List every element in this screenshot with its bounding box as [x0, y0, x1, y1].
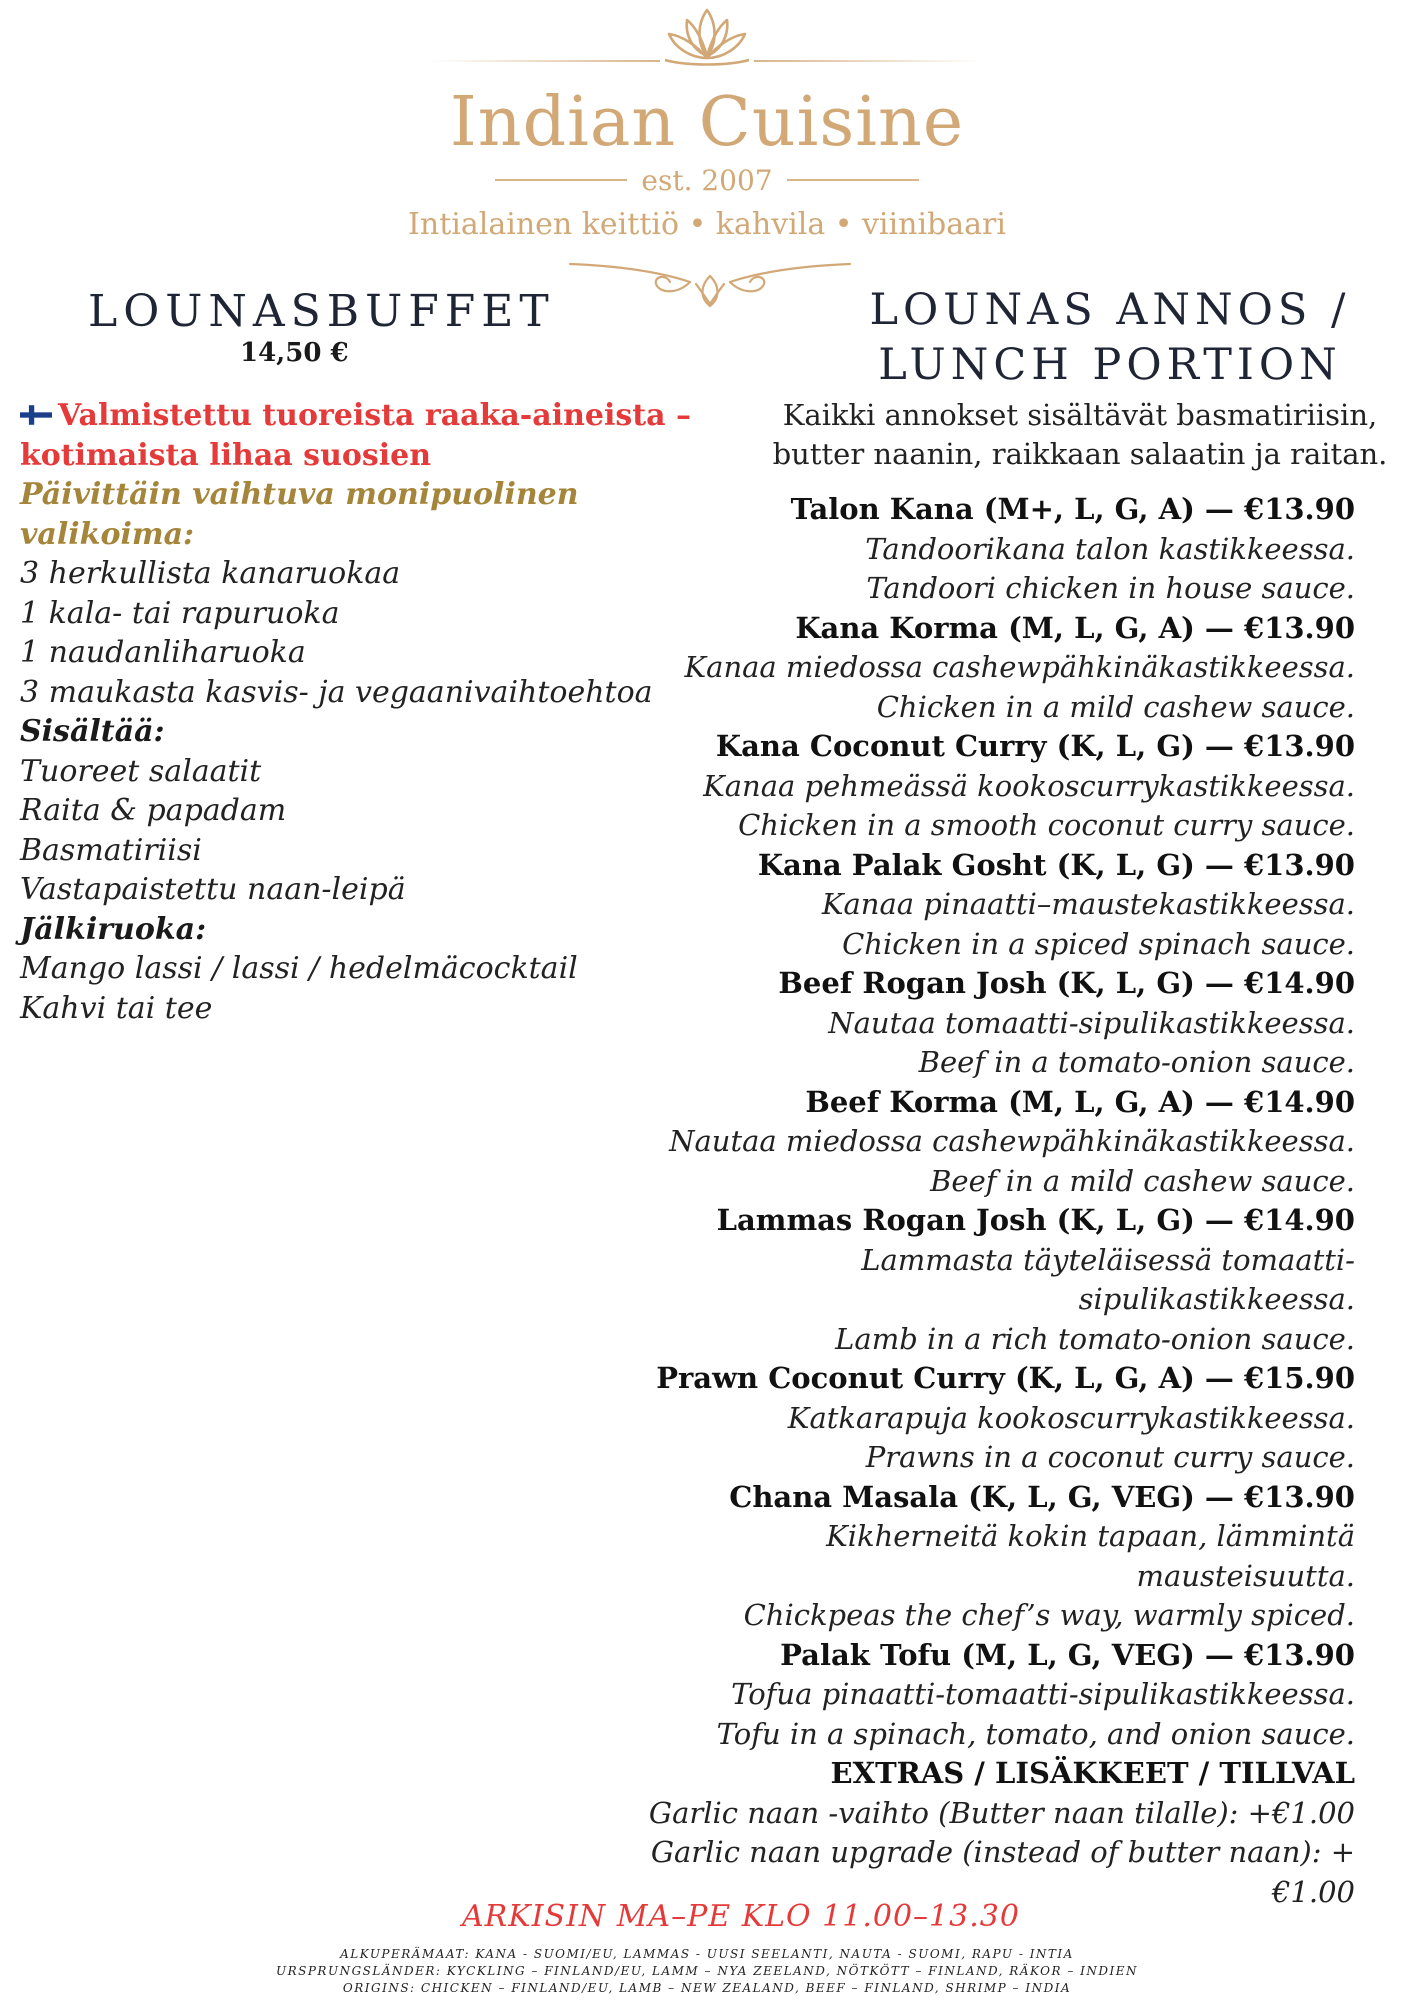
buffet-line [20, 515, 660, 555]
buffet-line-text: 3 maukasta kasvis- ja vegaanivaihtoehtoa [20, 674, 653, 710]
buffet-line-text: Tuoreet salaatit [20, 753, 262, 789]
portion-title-line1: LOUNAS ANNOS / [869, 285, 1351, 335]
buffet-line-text: Kahvi tai tee [20, 990, 213, 1026]
dish-desc-en: Lamb in a rich tomato-onion sauce. [835, 1321, 1355, 1356]
buffet-price: 14,50 € [240, 338, 349, 368]
dish-name: Kana Coconut Curry (K, L, G) — €13.90 [715, 729, 1355, 763]
buffet-title: LOUNASBUFFET [88, 286, 555, 337]
buffet-line [20, 475, 660, 515]
buffet-line [20, 594, 660, 634]
dish-name: Prawn Coconut Curry (K, L, G, A) — €15.90 [656, 1361, 1355, 1395]
dish-desc-en: Chickpeas the chef’s way, warmly spiced. [743, 1598, 1355, 1632]
buffet-list [20, 396, 692, 1028]
buffet-line-text: Päivittäin vaihtuva monipuolinen [20, 477, 579, 512]
extra-line: Garlic naan -vaihto (Butter naan tilalle): +€1.00 [648, 1795, 1355, 1830]
dish-desc-fi: Tofua pinaatti-tomaatti-sipulikastikkeessa. [731, 1677, 1355, 1711]
portion-title [860, 283, 1360, 393]
buffet-line-text: Sisältää: [20, 714, 165, 749]
dish-desc-fi: Kanaa pinaatti–maustekastikkeessa. [821, 887, 1355, 921]
buffet-line [20, 791, 660, 831]
dish-desc-en: Chicken in a spiced spinach sauce. [842, 926, 1355, 961]
buffet-line [20, 989, 660, 1029]
dish-list [595, 490, 1355, 1912]
buffet-line [20, 633, 660, 673]
est-line-right [787, 179, 919, 181]
dish-desc-fi: Nautaa tomaatti-sipulikastikkeessa. [828, 1005, 1355, 1040]
dish-name: Beef Korma (M, L, G, A) — €14.90 [805, 1084, 1355, 1119]
dish-name: Beef Rogan Josh (K, L, G) — €14.90 [778, 966, 1355, 1000]
buffet-line-text: 1 kala- tai rapuruoka [20, 595, 340, 631]
buffet-line-text: 3 herkullista kanaruokaa [20, 556, 401, 591]
origins-sv: URSPRUNGSLÄNDER: KYCKLING – FINLAND/EU, LAMM – NYA ZEELAND, NÖTKÖTT – FINLAND, RÄKOR – INDIEN [275, 1964, 1139, 1978]
dish-desc-fi: Katkarapuja kookoscurrykastikkeessa. [787, 1400, 1355, 1435]
extras-title: EXTRAS / LISÄKKEET / TILLVAL [830, 1756, 1355, 1790]
buffet-line [20, 752, 660, 792]
buffet-line [20, 910, 660, 950]
dish-name: Talon Kana (M+, L, G, A) — €13.90 [790, 492, 1355, 526]
buffet-line [20, 396, 692, 436]
dish-desc-en: Beef in a mild cashew sauce. [930, 1163, 1355, 1198]
established-year: est. 2007 [641, 163, 773, 197]
buffet-line [20, 673, 660, 713]
dish-desc-fi-cont: mausteisuutta. [1136, 1558, 1355, 1593]
buffet-line-text: Mango lassi / lassi / hedelmäcocktail [20, 951, 578, 986]
origins-fi: ALKUPERÄMAAT: KANA - SUOMI/EU, LAMMAS - UUSI SEELANTI, NAUTA - SUOMI, RAPU - INTIA [340, 1947, 1074, 1961]
extra-line: €1.00 [1271, 1874, 1355, 1909]
buffet-line [20, 554, 660, 594]
dish-desc-en: Tofu in a spinach, tomato, and onion sauce. [716, 1716, 1355, 1751]
dish-desc-fi: Lammasta täyteläisessä tomaatti- [861, 1242, 1355, 1277]
origins-en: ORIGINS: CHICKEN – FINLAND/EU, LAMB – NEW ZEALAND, BEEF – FINLAND, SHRIMP – INDIA [342, 1981, 1072, 1995]
dish-desc-fi: Nautaa miedossa cashewpähkinäkastikkeessa. [669, 1124, 1355, 1158]
buffet-line [20, 712, 660, 752]
finland-flag-icon [20, 404, 52, 426]
lotus-logo-icon [657, 6, 757, 68]
dish-desc-en: Chicken in a smooth coconut curry sauce. [738, 808, 1355, 842]
buffet-line-text: Basmatiriisi [20, 832, 202, 868]
dish-desc-fi: Kikherneitä kokin tapaan, lämmintä [826, 1519, 1355, 1553]
buffet-line [20, 949, 660, 989]
dish-desc-en: Prawns in a coconut curry sauce. [865, 1440, 1355, 1474]
buffet-line-text: valikoima: [20, 516, 195, 552]
buffet-line [20, 831, 660, 871]
dish-desc-fi: Tandoorikana talon kastikkeessa. [865, 531, 1355, 566]
dish-name: Palak Tofu (M, L, G, VEG) — €13.90 [780, 1637, 1355, 1672]
dish-name: Kana Palak Gosht (K, L, G) — €13.90 [757, 847, 1355, 882]
buffet-line-text: kotimaista lihaa suosien [20, 437, 432, 473]
buffet-line-text: Vastapaistettu naan-leipä [20, 872, 406, 907]
buffet-line [20, 870, 660, 910]
buffet-line [20, 436, 660, 476]
dish-desc-en: Beef in a tomato-onion sauce. [918, 1045, 1355, 1079]
buffet-line-text: Jälkiruoka: [20, 911, 207, 947]
portion-desc-line2: butter naanin, raikkaan salaatin ja raitan. [772, 437, 1388, 471]
dish-desc-en: Tandoori chicken in house sauce. [866, 571, 1355, 605]
established-row [495, 160, 919, 200]
dish-name: Kana Korma (M, L, G, A) — €13.90 [795, 610, 1355, 645]
dish-desc-fi: Kanaa pehmeässä kookoscurrykastikkeessa. [703, 768, 1355, 803]
dish-desc-en: Chicken in a mild cashew sauce. [876, 689, 1355, 724]
est-line-left [495, 179, 627, 181]
logo-divider-right [754, 60, 984, 62]
opening-hours: ARKISIN MA–PE KLO 11.00–13.30 [462, 1899, 1020, 1934]
dish-name: Chana Masala (K, L, G, VEG) — €13.90 [729, 1479, 1355, 1514]
origins-block [0, 1946, 1414, 1997]
buffet-line-text: Valmistettu tuoreista raaka-aineista – [58, 398, 692, 433]
dish-desc-fi: Kanaa miedossa cashewpähkinäkastikkeessa. [684, 650, 1355, 684]
dish-name: Lammas Rogan Josh (K, L, G) — €14.90 [716, 1203, 1355, 1237]
dish-desc-fi-cont: sipulikastikkeessa. [1078, 1282, 1355, 1316]
portion-description [760, 396, 1400, 474]
buffet-line-text: Raita & papadam [20, 793, 287, 828]
brand-name: Indian Cuisine [449, 83, 965, 162]
brand-subtitle: Intialainen keittiö • kahvila • viinibaari [408, 207, 1006, 242]
logo-divider-left [430, 60, 660, 62]
flourish-ornament-icon [560, 254, 860, 309]
buffet-line-text: 1 naudanliharuoka [20, 635, 306, 670]
extra-line: Garlic naan upgrade (instead of butter naan): + [650, 1835, 1355, 1869]
portion-desc-line1: Kaikki annokset sisältävät basmatiriisin, [782, 398, 1378, 432]
portion-title-line2: LUNCH PORTION [878, 340, 1342, 390]
